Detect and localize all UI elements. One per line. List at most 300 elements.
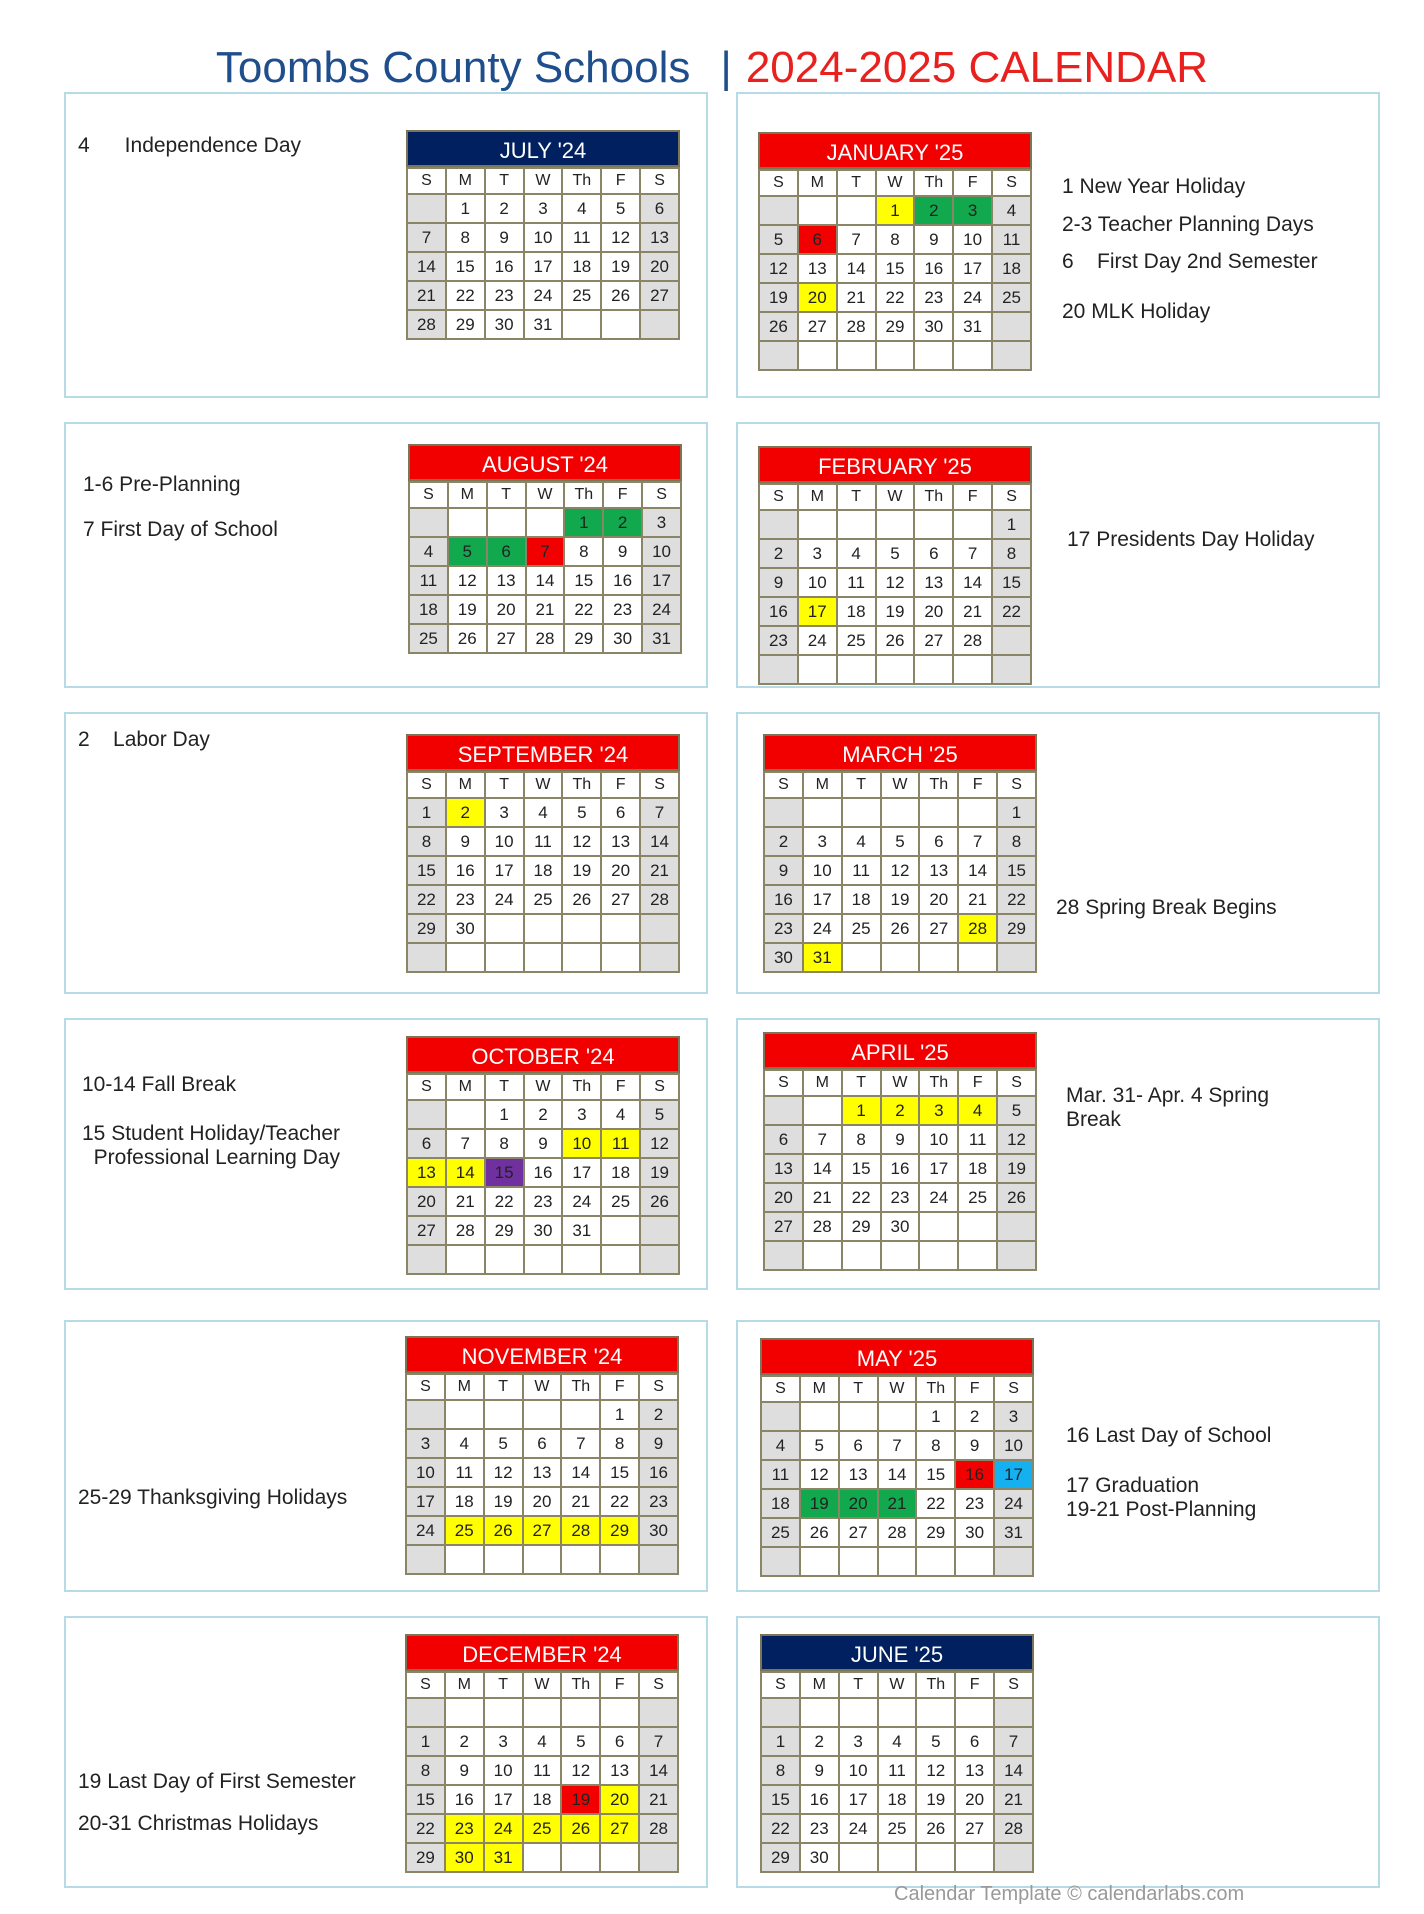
weekday-header: S — [759, 484, 798, 510]
empty-cell — [600, 1843, 639, 1872]
day-cell: 21 — [446, 1187, 485, 1216]
day-cell: 15 — [761, 1785, 800, 1814]
weekday-header: F — [600, 1672, 639, 1698]
week-row — [407, 1129, 679, 1158]
week-row — [406, 1785, 678, 1814]
day-cell: 15 — [485, 1158, 524, 1187]
weekday-header: S — [759, 170, 798, 196]
empty-cell — [837, 510, 876, 539]
day-cell: 2 — [955, 1402, 994, 1431]
day-cell: 26 — [759, 312, 798, 341]
day-cell: 18 — [761, 1489, 800, 1518]
day-cell: 6 — [764, 1125, 803, 1154]
weekday-header: W — [524, 772, 563, 798]
event-note: 20-31 Christmas Holidays — [78, 1812, 319, 1835]
day-cell: 26 — [916, 1814, 955, 1843]
empty-cell — [803, 1241, 842, 1270]
month-grid — [406, 167, 680, 340]
day-cell: 7 — [878, 1431, 917, 1460]
weekday-header: M — [446, 168, 485, 194]
day-cell: 20 — [600, 1785, 639, 1814]
day-cell: 7 — [803, 1125, 842, 1154]
empty-cell — [919, 1212, 958, 1241]
empty-cell — [640, 310, 679, 339]
day-cell: 19 — [601, 252, 640, 281]
day-cell: 3 — [953, 196, 992, 225]
weekday-header: T — [485, 1074, 524, 1100]
weekday-header: T — [484, 1374, 523, 1400]
day-cell: 11 — [523, 1756, 562, 1785]
day-cell: 8 — [564, 537, 603, 566]
day-cell: 1 — [916, 1402, 955, 1431]
week-row — [764, 1154, 1036, 1183]
event-note: 25-29 Thanksgiving Holidays — [78, 1486, 348, 1509]
day-cell: 13 — [955, 1756, 994, 1785]
day-cell: 4 — [761, 1431, 800, 1460]
event-note: 17 Graduation 19-21 Post-Planning — [1066, 1474, 1257, 1521]
day-cell: 17 — [803, 885, 842, 914]
day-cell: 5 — [800, 1431, 839, 1460]
day-cell: 24 — [406, 1516, 445, 1545]
day-cell: 27 — [798, 312, 837, 341]
day-cell: 15 — [992, 568, 1031, 597]
weekday-header: F — [958, 772, 997, 798]
day-cell: 2 — [639, 1400, 678, 1429]
empty-cell — [876, 655, 915, 684]
week-row — [406, 1843, 678, 1872]
day-cell: 22 — [916, 1489, 955, 1518]
weekday-header: Th — [916, 1672, 955, 1698]
day-cell: 3 — [803, 827, 842, 856]
day-cell: 8 — [446, 223, 485, 252]
day-cell: 25 — [992, 283, 1031, 312]
day-cell: 20 — [955, 1785, 994, 1814]
day-cell: 19 — [484, 1487, 523, 1516]
empty-cell — [524, 943, 563, 972]
empty-cell — [639, 1545, 678, 1574]
day-cell: 10 — [953, 225, 992, 254]
empty-cell — [445, 1698, 484, 1727]
day-cell: 18 — [523, 1785, 562, 1814]
empty-cell — [487, 508, 526, 537]
day-cell: 7 — [639, 1727, 678, 1756]
event-note: 6 First Day 2nd Semester — [1062, 250, 1318, 273]
day-cell: 16 — [485, 252, 524, 281]
empty-cell — [445, 1545, 484, 1574]
weekday-header: F — [955, 1376, 994, 1402]
day-cell: 26 — [448, 624, 487, 653]
day-cell: 14 — [446, 1158, 485, 1187]
empty-cell — [407, 943, 446, 972]
empty-cell — [601, 1245, 640, 1274]
day-cell: 8 — [842, 1125, 881, 1154]
weekday-header: Th — [562, 168, 601, 194]
weekday-header: Th — [561, 1672, 600, 1698]
day-cell: 25 — [524, 885, 563, 914]
weekday-header: T — [842, 1070, 881, 1096]
day-cell: 2 — [800, 1727, 839, 1756]
month-grid — [405, 1671, 679, 1873]
day-cell: 24 — [562, 1187, 601, 1216]
day-cell: 23 — [524, 1187, 563, 1216]
day-cell: 25 — [761, 1518, 800, 1547]
month-grid — [760, 1671, 1034, 1873]
empty-cell — [800, 1698, 839, 1727]
empty-cell — [876, 510, 915, 539]
day-cell: 29 — [406, 1843, 445, 1872]
day-cell: 11 — [445, 1458, 484, 1487]
day-cell: 22 — [992, 597, 1031, 626]
day-cell: 6 — [487, 537, 526, 566]
weekday-header: T — [485, 168, 524, 194]
day-cell: 31 — [994, 1518, 1033, 1547]
empty-cell — [524, 914, 563, 943]
day-cell: 21 — [994, 1785, 1033, 1814]
empty-cell — [992, 341, 1031, 370]
day-cell: 26 — [561, 1814, 600, 1843]
day-cell: 20 — [798, 283, 837, 312]
day-cell: 8 — [485, 1129, 524, 1158]
empty-cell — [916, 1843, 955, 1872]
day-cell: 5 — [562, 798, 601, 827]
day-cell: 22 — [446, 281, 485, 310]
day-cell: 3 — [562, 1100, 601, 1129]
day-cell: 23 — [485, 281, 524, 310]
empty-cell — [407, 194, 446, 223]
day-cell: 18 — [958, 1154, 997, 1183]
week-row — [407, 1187, 679, 1216]
week-row — [406, 1727, 678, 1756]
weekday-header: W — [878, 1672, 917, 1698]
month-title: JUNE '25 — [760, 1634, 1034, 1671]
weekday-header: F — [601, 1074, 640, 1100]
day-cell: 29 — [916, 1518, 955, 1547]
day-cell: 3 — [994, 1402, 1033, 1431]
weekday-header: M — [798, 170, 837, 196]
empty-cell — [914, 655, 953, 684]
day-cell: 24 — [798, 626, 837, 655]
day-cell: 23 — [800, 1814, 839, 1843]
day-cell: 22 — [876, 283, 915, 312]
day-cell: 1 — [564, 508, 603, 537]
day-cell: 11 — [562, 223, 601, 252]
calendar-year-title: 2024-2025 CALENDAR — [745, 43, 1209, 92]
day-cell: 6 — [914, 539, 953, 568]
day-cell: 28 — [958, 914, 997, 943]
week-row — [406, 1487, 678, 1516]
day-cell: 17 — [839, 1785, 878, 1814]
day-cell: 26 — [876, 626, 915, 655]
day-cell: 28 — [994, 1814, 1033, 1843]
weekday-header: S — [764, 1070, 803, 1096]
day-cell: 13 — [919, 856, 958, 885]
empty-cell — [446, 1245, 485, 1274]
day-cell: 30 — [639, 1516, 678, 1545]
day-cell: 18 — [562, 252, 601, 281]
day-cell: 28 — [953, 626, 992, 655]
weekday-header: Th — [562, 1074, 601, 1100]
day-cell: 28 — [446, 1216, 485, 1245]
day-cell: 23 — [914, 283, 953, 312]
day-cell: 9 — [603, 537, 642, 566]
weekday-header: W — [876, 170, 915, 196]
day-cell: 17 — [406, 1487, 445, 1516]
day-cell: 25 — [601, 1187, 640, 1216]
day-cell: 5 — [876, 539, 915, 568]
event-note: 16 Last Day of School — [1066, 1424, 1272, 1447]
empty-cell — [839, 1843, 878, 1872]
day-cell: 16 — [881, 1154, 920, 1183]
day-cell: 21 — [803, 1183, 842, 1212]
week-row — [409, 537, 681, 566]
day-cell: 8 — [600, 1429, 639, 1458]
day-cell: 10 — [642, 537, 681, 566]
event-note: 2-3 Teacher Planning Days — [1062, 213, 1314, 236]
day-cell: 22 — [600, 1487, 639, 1516]
day-cell: 20 — [839, 1489, 878, 1518]
month-calendar-feb — [758, 446, 1032, 685]
day-cell: 5 — [640, 1100, 679, 1129]
day-cell: 6 — [640, 194, 679, 223]
month-title: DECEMBER '24 — [405, 1634, 679, 1671]
day-cell: 2 — [485, 194, 524, 223]
day-cell: 18 — [878, 1785, 917, 1814]
day-cell: 1 — [876, 196, 915, 225]
day-cell: 24 — [953, 283, 992, 312]
empty-cell — [881, 798, 920, 827]
day-cell: 8 — [997, 827, 1036, 856]
day-cell: 1 — [485, 1100, 524, 1129]
weekday-header: S — [407, 168, 446, 194]
empty-cell — [803, 1096, 842, 1125]
day-cell: 2 — [524, 1100, 563, 1129]
empty-cell — [953, 655, 992, 684]
week-row — [759, 312, 1031, 341]
day-cell: 3 — [839, 1727, 878, 1756]
day-cell: 28 — [526, 624, 565, 653]
day-cell: 25 — [562, 281, 601, 310]
weekday-header: M — [446, 772, 485, 798]
day-cell: 19 — [448, 595, 487, 624]
empty-cell — [842, 943, 881, 972]
day-cell: 9 — [445, 1756, 484, 1785]
day-cell: 7 — [561, 1429, 600, 1458]
empty-cell — [916, 1698, 955, 1727]
day-cell: 18 — [992, 254, 1031, 283]
footer-credit: Calendar Template © calendarlabs.com — [894, 1883, 1245, 1905]
day-cell: 24 — [524, 281, 563, 310]
page-title — [0, 40, 1424, 96]
week-row — [409, 595, 681, 624]
empty-cell — [600, 1545, 639, 1574]
week-row — [764, 1212, 1036, 1241]
day-cell: 19 — [916, 1785, 955, 1814]
day-cell: 26 — [997, 1183, 1036, 1212]
day-cell: 26 — [800, 1518, 839, 1547]
day-cell: 22 — [406, 1814, 445, 1843]
district-name: Toombs County Schools — [215, 43, 691, 92]
week-row — [764, 827, 1036, 856]
weekday-header: F — [600, 1374, 639, 1400]
day-cell: 4 — [842, 827, 881, 856]
empty-cell — [523, 1698, 562, 1727]
day-cell: 25 — [958, 1183, 997, 1212]
empty-cell — [881, 1241, 920, 1270]
day-cell: 26 — [484, 1516, 523, 1545]
weekday-header: T — [839, 1376, 878, 1402]
empty-cell — [764, 1096, 803, 1125]
empty-cell — [994, 1698, 1033, 1727]
weekday-header: W — [526, 482, 565, 508]
day-cell: 16 — [639, 1458, 678, 1487]
day-cell: 25 — [878, 1814, 917, 1843]
weekday-header: W — [523, 1374, 562, 1400]
month-title: JULY '24 — [406, 130, 680, 167]
week-row — [407, 223, 679, 252]
empty-cell — [798, 510, 837, 539]
empty-cell — [562, 943, 601, 972]
day-cell: 17 — [919, 1154, 958, 1183]
empty-cell — [485, 1245, 524, 1274]
weekday-header: S — [406, 1672, 445, 1698]
empty-cell — [601, 943, 640, 972]
day-cell: 11 — [958, 1125, 997, 1154]
empty-cell — [601, 310, 640, 339]
week-row — [407, 856, 679, 885]
empty-cell — [561, 1545, 600, 1574]
day-cell: 21 — [407, 281, 446, 310]
day-cell: 31 — [953, 312, 992, 341]
weekday-header: F — [603, 482, 642, 508]
day-cell: 28 — [561, 1516, 600, 1545]
weekday-header: F — [955, 1672, 994, 1698]
weekday-header: S — [642, 482, 681, 508]
week-row — [406, 1516, 678, 1545]
event-note: 10-14 Fall Break — [82, 1073, 237, 1096]
day-cell: 30 — [955, 1518, 994, 1547]
day-cell: 10 — [485, 827, 524, 856]
month-calendar-dec — [405, 1634, 679, 1873]
empty-cell — [955, 1698, 994, 1727]
day-cell: 28 — [803, 1212, 842, 1241]
month-grid — [758, 169, 1032, 371]
day-cell: 21 — [837, 283, 876, 312]
empty-cell — [562, 310, 601, 339]
event-note: 20 MLK Holiday — [1062, 300, 1211, 323]
day-cell: 30 — [485, 310, 524, 339]
weekday-header: S — [764, 772, 803, 798]
day-cell: 9 — [881, 1125, 920, 1154]
title-separator: | — [720, 43, 732, 92]
day-cell: 30 — [446, 914, 485, 943]
weekday-header: M — [445, 1374, 484, 1400]
day-cell: 4 — [524, 798, 563, 827]
day-cell: 21 — [878, 1489, 917, 1518]
empty-cell — [640, 914, 679, 943]
day-cell: 29 — [842, 1212, 881, 1241]
day-cell: 20 — [487, 595, 526, 624]
week-row — [761, 1431, 1033, 1460]
week-row — [764, 1096, 1036, 1125]
day-cell: 12 — [601, 223, 640, 252]
day-cell: 16 — [603, 566, 642, 595]
day-cell: 14 — [953, 568, 992, 597]
week-row — [764, 914, 1036, 943]
week-row — [759, 510, 1031, 539]
day-cell: 26 — [562, 885, 601, 914]
month-title: SEPTEMBER '24 — [406, 734, 680, 771]
month-grid — [406, 771, 680, 973]
empty-cell — [955, 1843, 994, 1872]
day-cell: 2 — [445, 1727, 484, 1756]
week-row — [407, 914, 679, 943]
day-cell: 8 — [406, 1756, 445, 1785]
day-cell: 25 — [837, 626, 876, 655]
weekday-header: S — [992, 484, 1031, 510]
day-cell: 17 — [485, 856, 524, 885]
month-calendar-nov — [405, 1336, 679, 1575]
empty-cell — [526, 508, 565, 537]
empty-cell — [484, 1698, 523, 1727]
day-cell: 12 — [800, 1460, 839, 1489]
weekday-header: Th — [561, 1374, 600, 1400]
empty-cell — [953, 510, 992, 539]
day-cell: 27 — [955, 1814, 994, 1843]
day-cell: 13 — [914, 568, 953, 597]
day-cell: 31 — [562, 1216, 601, 1245]
day-cell: 22 — [485, 1187, 524, 1216]
week-row — [764, 943, 1036, 972]
day-cell: 14 — [526, 566, 565, 595]
day-cell: 8 — [916, 1431, 955, 1460]
weekday-header: W — [881, 772, 920, 798]
day-cell: 23 — [603, 595, 642, 624]
weekday-header: S — [407, 1074, 446, 1100]
day-cell: 15 — [916, 1460, 955, 1489]
day-cell: 29 — [761, 1843, 800, 1872]
day-cell: 8 — [761, 1756, 800, 1785]
day-cell: 3 — [642, 508, 681, 537]
day-cell: 29 — [876, 312, 915, 341]
day-cell: 23 — [639, 1487, 678, 1516]
day-cell: 11 — [992, 225, 1031, 254]
week-row — [759, 341, 1031, 370]
empty-cell — [446, 943, 485, 972]
day-cell: 14 — [958, 856, 997, 885]
day-cell: 7 — [994, 1727, 1033, 1756]
empty-cell — [524, 1245, 563, 1274]
day-cell: 18 — [445, 1487, 484, 1516]
day-cell: 8 — [407, 827, 446, 856]
weekday-header: Th — [914, 170, 953, 196]
day-cell: 27 — [601, 885, 640, 914]
week-row — [759, 196, 1031, 225]
day-cell: 5 — [561, 1727, 600, 1756]
weekday-header: M — [448, 482, 487, 508]
empty-cell — [958, 1212, 997, 1241]
day-cell: 15 — [406, 1785, 445, 1814]
empty-cell — [409, 508, 448, 537]
empty-cell — [839, 1402, 878, 1431]
weekday-header: M — [803, 1070, 842, 1096]
day-cell: 21 — [953, 597, 992, 626]
empty-cell — [406, 1698, 445, 1727]
week-row — [409, 508, 681, 537]
day-cell: 11 — [524, 827, 563, 856]
day-cell: 12 — [561, 1756, 600, 1785]
day-cell: 14 — [561, 1458, 600, 1487]
weekday-header: T — [837, 484, 876, 510]
